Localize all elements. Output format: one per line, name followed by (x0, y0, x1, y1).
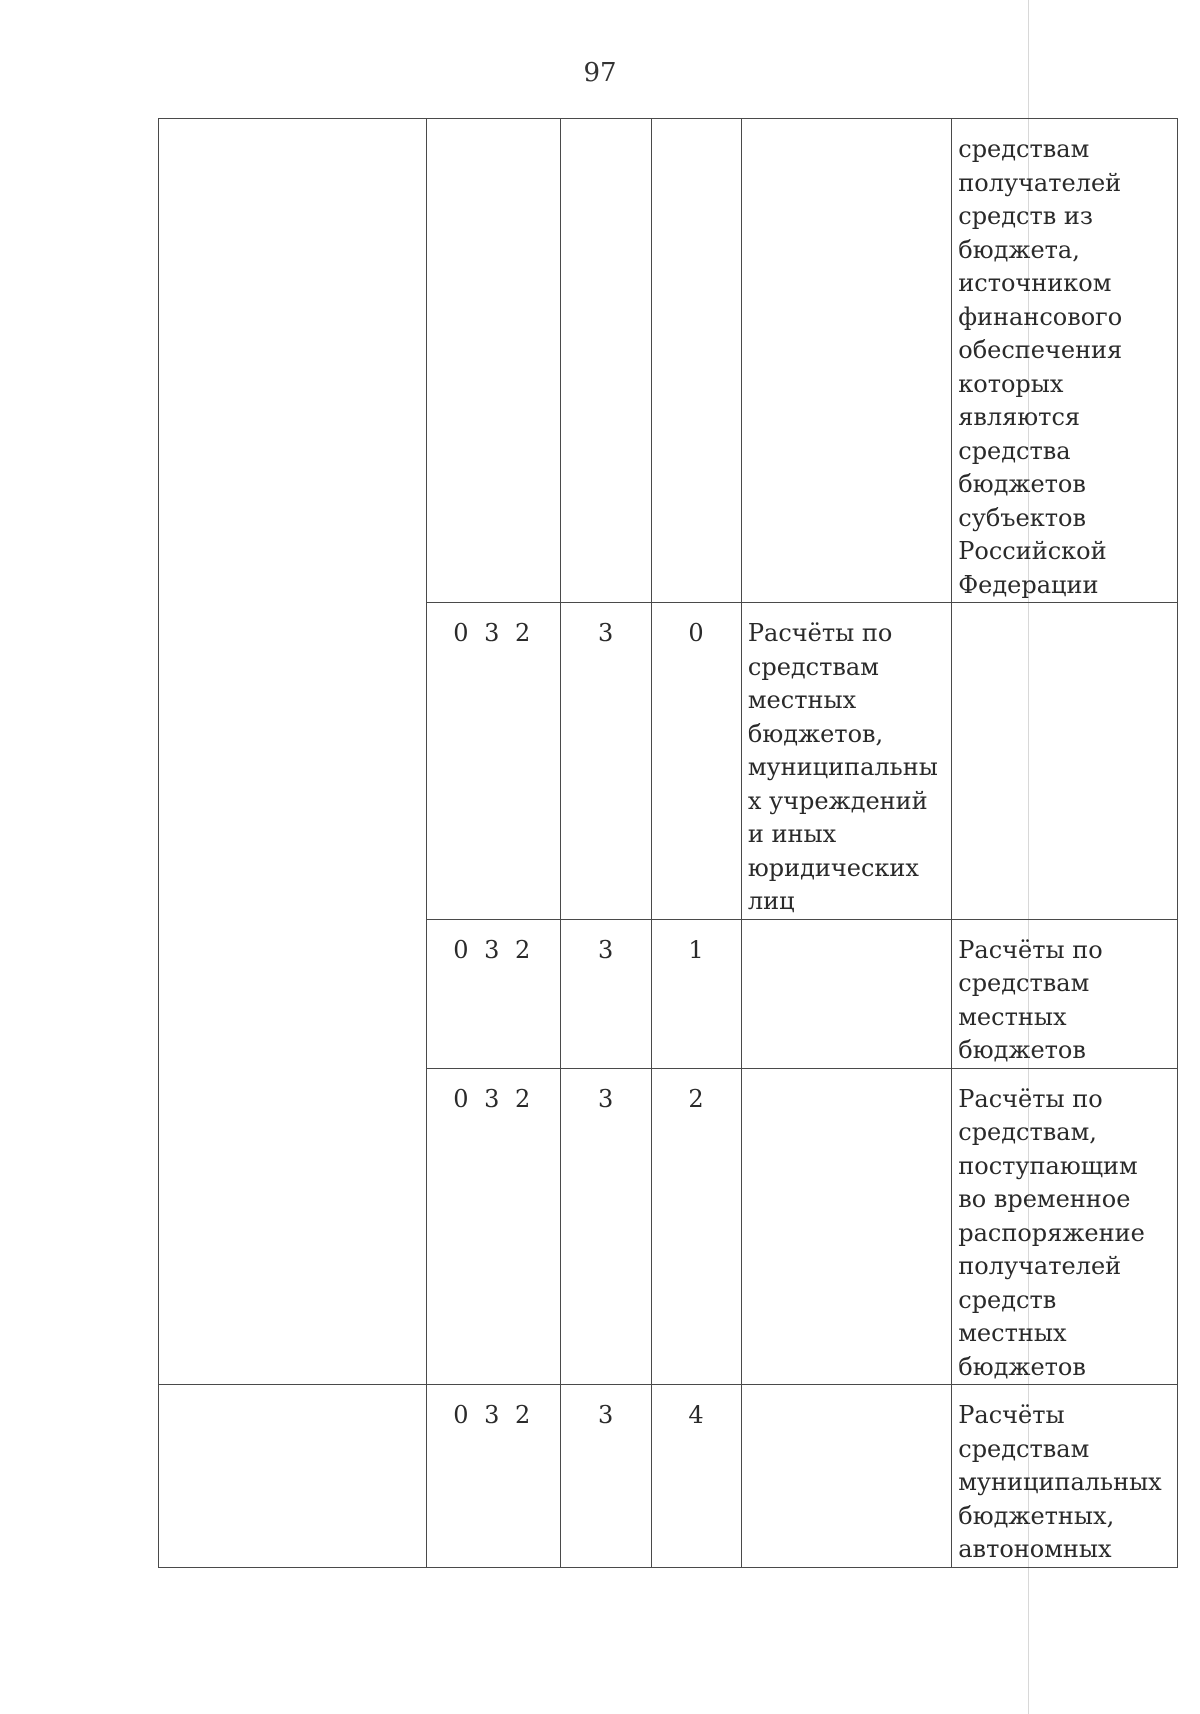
group-description-cell (741, 1385, 951, 1568)
digit-cell: 0 (652, 603, 742, 920)
account-description-cell (952, 603, 1178, 920)
digit-cell: 1 (652, 919, 742, 1068)
group-description-cell (741, 919, 951, 1068)
table-row (159, 119, 1178, 603)
table-row (159, 1385, 1178, 1568)
digit-cell: 3 (561, 1068, 652, 1385)
section-cell (159, 1385, 427, 1568)
digit-cell: 2 (652, 1068, 742, 1385)
digit-cell (561, 119, 652, 603)
account-code-cell: 0 3 2 (427, 1385, 561, 1568)
digit-cell (652, 119, 742, 603)
accounts-table (158, 118, 1178, 1568)
account-code-cell: 0 3 2 (427, 603, 561, 920)
page-number: 97 (583, 58, 617, 88)
account-code-cell: 0 3 2 (427, 919, 561, 1068)
section-cell (159, 119, 427, 1385)
group-description-cell (741, 119, 951, 603)
digit-cell: 3 (561, 1385, 652, 1568)
account-code-cell: 0 3 2 (427, 1068, 561, 1385)
group-description-cell: Расчёты по средствам местных бюджетов, муниципальны х учреждений и иных юридических лиц (741, 603, 951, 920)
account-code-cell (427, 119, 561, 603)
account-description-cell: Расчёты средствам муниципальных бюджетных, автономных (952, 1385, 1178, 1568)
digit-cell: 3 (561, 919, 652, 1068)
digit-cell: 3 (561, 603, 652, 920)
account-description-cell: средствам получателей средств из бюджета, источником финансового обеспечения которых являются средства бюджетов субъектов Российской Федерации (952, 119, 1178, 603)
digit-cell: 4 (652, 1385, 742, 1568)
account-description-cell: Расчёты по средствам местных бюджетов (952, 919, 1178, 1068)
account-description-cell: Расчёты по средствам, поступающим во временное распоряжение получателей средств местных бюджетов (952, 1068, 1178, 1385)
group-description-cell (741, 1068, 951, 1385)
